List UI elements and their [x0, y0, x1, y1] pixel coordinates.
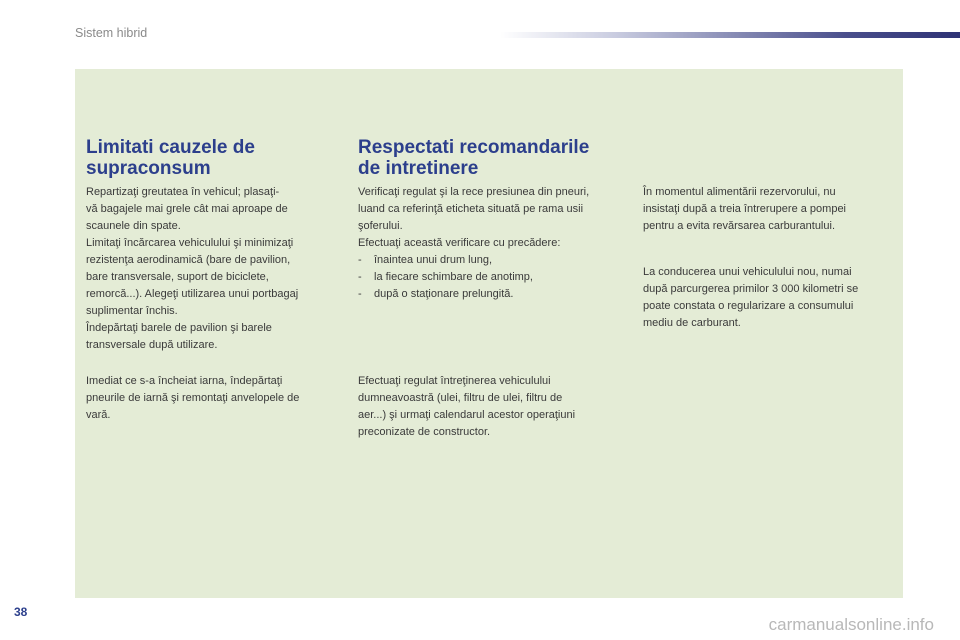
- text-line: preconizate de constructor.: [358, 426, 491, 438]
- list-item-text: înaintea unui drum lung,: [374, 254, 493, 266]
- page-number: 38: [14, 605, 28, 619]
- list-item-text: după o staţionare prelungită.: [374, 288, 514, 300]
- text-line: Îndepărtaţi barele de pavilion şi barele: [86, 322, 272, 334]
- text-line: mediu de carburant.: [643, 317, 741, 329]
- paragraph-new-vehicle: [643, 264, 858, 332]
- heading-line: de intretinere: [358, 158, 479, 179]
- section-title: Sistem hibrid: [75, 26, 148, 40]
- header-gradient-bar: [500, 32, 960, 38]
- heading-line: Limitati cauzele de: [86, 137, 255, 158]
- text-line: Efectuaţi această verificare cu precădere:: [358, 237, 561, 249]
- paragraph-maintenance: [358, 373, 575, 441]
- check-conditions-list: [358, 252, 533, 303]
- heading-line: supraconsum: [86, 158, 211, 179]
- watermark-text: carmanualsonline.info: [768, 615, 934, 634]
- list-item-text: la fiecare schimbare de anotimp,: [374, 271, 533, 283]
- text-line: şoferului.: [358, 220, 403, 232]
- text-line: Imediat ce s-a încheiat iarna, îndepărtaţi: [86, 375, 283, 387]
- text-line: rezistenţa aerodinamică (bare de pavilion,: [86, 254, 291, 266]
- text-line: aer...) şi urmaţi calendarul acestor operaţiuni: [358, 409, 576, 421]
- text-line: insistaţi după a treia întrerupere a pompei: [643, 203, 847, 215]
- paragraph-winter-tyres: [86, 373, 299, 424]
- paragraph-refuelling: [643, 184, 846, 235]
- text-line: scaunele din spate.: [86, 220, 181, 232]
- text-line: pneurile de iarnă şi remontaţi anvelopele de: [86, 392, 300, 404]
- text-line: pentru a evita revărsarea carburantului.: [643, 220, 835, 232]
- text-line: transversale după utilizare.: [86, 339, 218, 351]
- list-item: [358, 286, 533, 303]
- list-item: [358, 252, 533, 269]
- list-dash: -: [358, 254, 362, 266]
- heading-limitati-cauzele: [86, 137, 255, 179]
- list-dash: -: [358, 288, 362, 300]
- text-line: În momentul alimentării rezervorului, nu: [643, 186, 836, 198]
- paragraph-tyre-pressure: [358, 184, 589, 252]
- text-line: Repartizaţi greutatea în vehicul; plasaţi-: [86, 186, 280, 198]
- text-line: remorcă...). Alegeţi utilizarea unui portbagaj: [86, 288, 299, 300]
- text-line: vă bagajele mai grele cât mai aproape de: [86, 203, 288, 215]
- text-line: poate constata o regularizare a consumului: [643, 300, 854, 312]
- heading-line: Respectati recomandarile: [358, 137, 590, 158]
- text-line: suplimentar închis.: [86, 305, 178, 317]
- text-line: Verificaţi regulat şi la rece presiunea din pneuri,: [358, 186, 590, 198]
- list-dash: -: [358, 271, 362, 283]
- text-line: luand ca referinţă eticheta situată pe rama usii: [358, 203, 584, 215]
- text-line: vară.: [86, 409, 111, 421]
- text-line: La conducerea unui vehiculului nou, numai: [643, 266, 852, 278]
- text-line: bare transversale, suport de biciclete,: [86, 271, 269, 283]
- heading-respectati-recomandarile: [358, 137, 589, 179]
- list-item: [358, 269, 533, 286]
- text-line: Limitaţi încărcarea vehiculului şi minimizaţi: [86, 237, 294, 249]
- text-line: după parcurgerea primilor 3 000 kilometri se: [643, 283, 859, 295]
- text-line: dumneavoastră (ulei, filtru de ulei, filtru de: [358, 392, 563, 404]
- paragraph-weight-distribution: [86, 184, 298, 354]
- text-line: Efectuaţi regulat întreţinerea vehiculului: [358, 375, 551, 387]
